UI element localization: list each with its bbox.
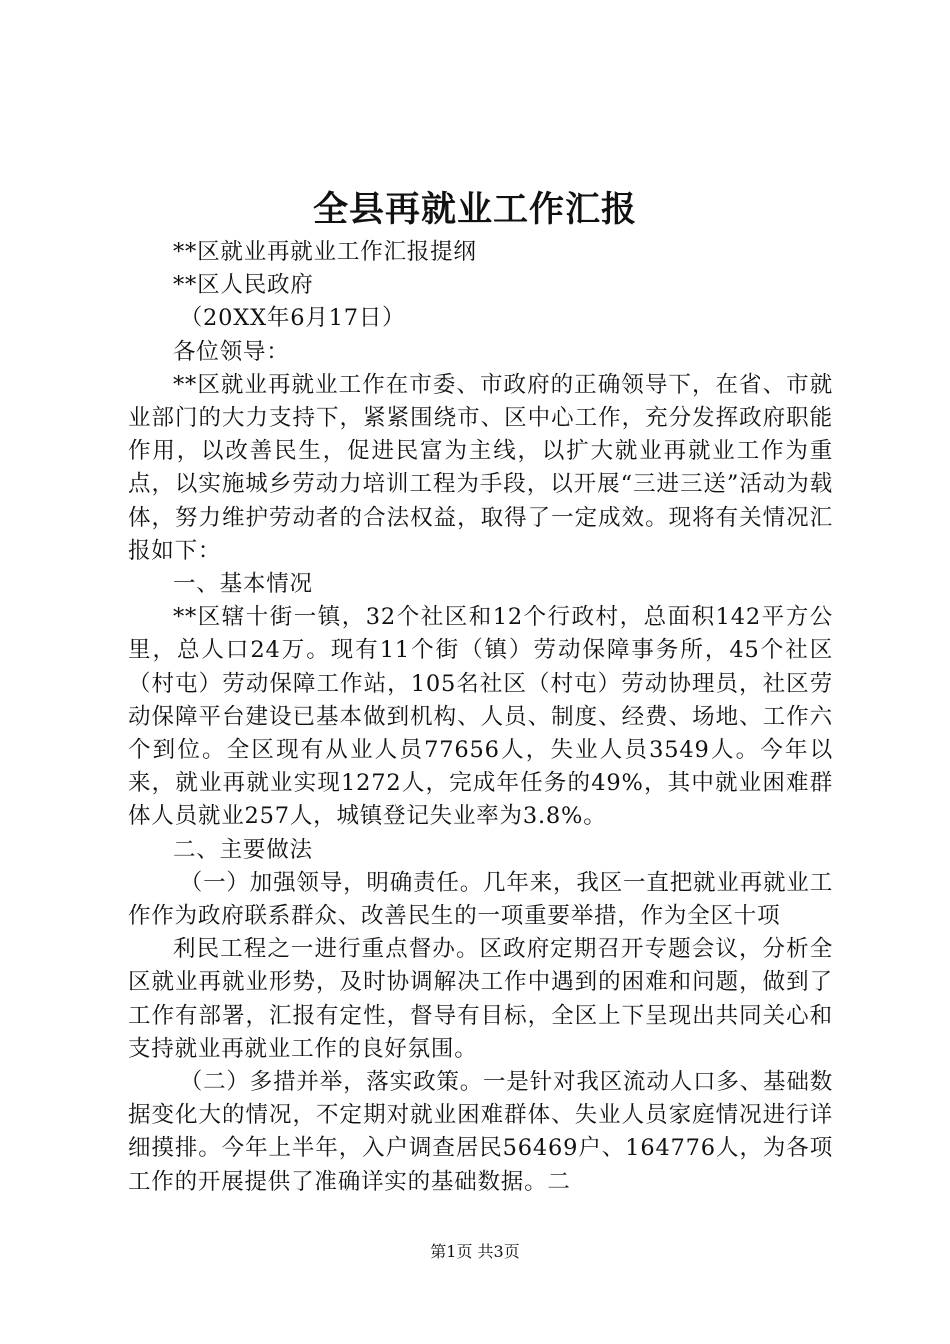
issuer-line: **区人民政府 (173, 272, 314, 299)
subtitle-outline: **区就业再就业工作汇报提纲 (173, 239, 477, 265)
document-body (128, 236, 833, 1199)
document-title: 全县再就业工作汇报 (312, 189, 637, 230)
section-heading-basic: 一、基本情况 (173, 571, 313, 598)
date-line: （20XX年6月17日） (179, 305, 406, 332)
section-heading-practices: 二、主要做法 (173, 836, 313, 863)
intro-paragraph: **区就业再就业工作在市委、市政府的正确领导下，在省、市就业部门的大力支持下，紧紧围绕市、区中心工作，充分发挥政府职能作用，以改善民生，促进民富为主线，以扩大就业再就业工作为重点，以实施城乡劳动力培训工程为手段，以开展“三进三送”活动为载体，努力维护劳动者的合法权益，取得了一定成效。现将有关情况汇报如下： (128, 371, 833, 564)
practice-two-paragraph: （二）多措并举，落实政策。一是针对我区流动人口多、基础数据变化大的情况，不定期对就业困难群体、失业人员家庭情况进行详细摸排。今年上半年，入户调查居民56469户、164776人，为各项工作的开展提供了准确详实的基础数据。二 (128, 1069, 833, 1195)
page-number: 第1页 共3页 (430, 1242, 520, 1261)
salutation: 各位领导： (173, 338, 290, 365)
basic-situation-paragraph: **区辖十街一镇，32个社区和12个行政村，总面积142平方公里，总人口24万。现有11个街（镇）劳动保障事务所，45个社区（村屯）劳动保障工作站，105名社区（村屯）劳动协理员，社区劳动保障平台建设已基本做到机构、人员、制度、经费、场地、工作六个到位。全区现有从业人员77656人，失业人员3549人。今年以来，就业再就业实现1272人，完成年任务的49%，其中就业困难群体人员就业257人，城镇登记失业率为3.8%。 (128, 604, 833, 830)
practice-one-continued: 利民工程之一进行重点督办。区政府定期召开专题会议，分析全区就业再就业形势，及时协调解决工作中遇到的困难和问题，做到了工作有部署，汇报有定性，督导有目标，全区上下呈现出共同关心和支持就业再就业工作的良好氛围。 (128, 936, 833, 1062)
practice-one-paragraph: （一）加强领导，明确责任。几年来，我区一直把就业再就业工作作为政府联系群众、改善民生的一项重要举措，作为全区十项 (128, 869, 833, 930)
